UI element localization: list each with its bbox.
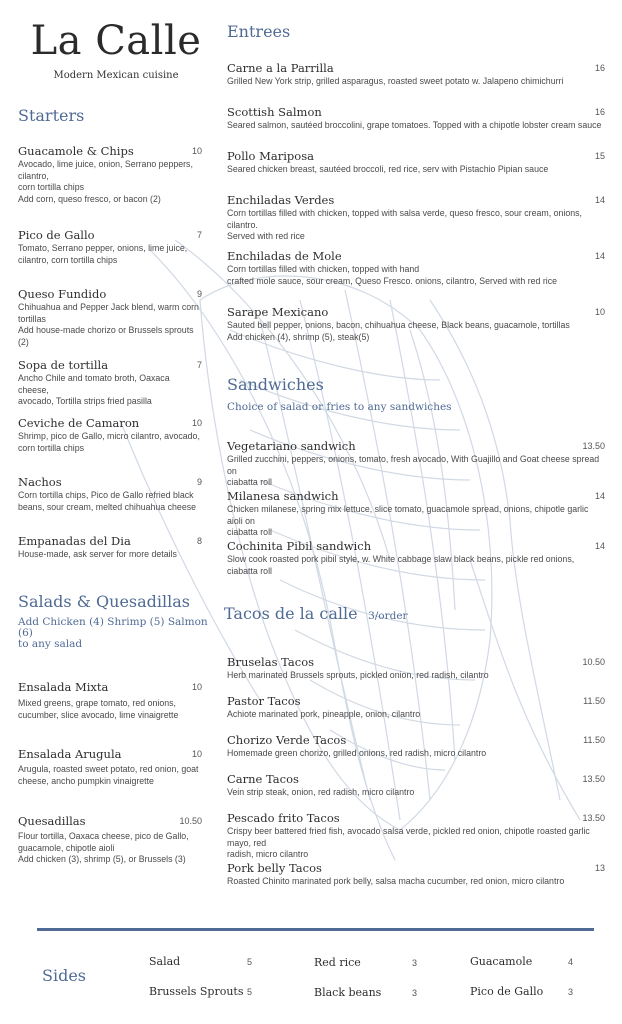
item-description: Corn tortilla chips, Pico de Gallo refried black beans, sour cream, melted chihuahua cheese bbox=[18, 490, 196, 512]
menu-item bbox=[227, 439, 605, 489]
side-price: 3 bbox=[412, 958, 418, 968]
item-price: 15 bbox=[594, 151, 605, 161]
item-price: 8 bbox=[196, 536, 202, 546]
item-name: Ensalada Mixta bbox=[18, 680, 109, 694]
tacos-heading-row bbox=[224, 604, 408, 624]
item-name: Pico de Gallo bbox=[18, 228, 95, 242]
item-name: Milanesa sandwich bbox=[227, 489, 339, 503]
item-name: Nachos bbox=[18, 475, 62, 489]
item-description: Ancho Chile and tomato broth, Oaxaca cheese, avocado, Tortilla strips fried pasilla bbox=[18, 373, 170, 406]
item-name: Enchiladas Verdes bbox=[227, 193, 335, 207]
menu-item bbox=[227, 193, 605, 243]
entrees-heading: Entrees bbox=[227, 22, 291, 41]
side-name: Brussels Sprouts bbox=[149, 985, 244, 998]
item-name: Scottish Salmon bbox=[227, 105, 322, 119]
item-name: Sarape Mexicano bbox=[227, 305, 329, 319]
menu-item bbox=[18, 287, 202, 348]
item-name: Sopa de tortilla bbox=[18, 358, 109, 372]
side-item bbox=[149, 985, 254, 998]
menu-item bbox=[227, 733, 605, 760]
item-description: Slow cook roasted pork pibil style, w. White cabbage slaw black beans, pickle red onions, ciabatta roll bbox=[227, 554, 575, 576]
restaurant-name: La Calle bbox=[30, 18, 202, 64]
side-price: 4 bbox=[568, 957, 574, 967]
item-price: 10 bbox=[191, 749, 202, 759]
item-price: 14 bbox=[594, 195, 605, 205]
menu-item bbox=[18, 534, 202, 561]
item-price: 14 bbox=[594, 251, 605, 261]
item-name: Enchiladas de Mole bbox=[227, 249, 342, 263]
menu-item bbox=[227, 772, 605, 799]
side-item bbox=[149, 955, 254, 968]
item-description: Grilled zucchini, peppers, onions, tomato, fresh avocado, With Guajillo and Goat cheese spread on ciabatta roll bbox=[227, 454, 600, 487]
item-description: Homemade green chorizo, grilled onions, red radish, micro cilantro bbox=[227, 748, 487, 758]
item-description: Tomato, Serrano pepper, onions, lime juice, cilantro, corn tortilla chips bbox=[18, 243, 188, 265]
item-price: 13.50 bbox=[582, 813, 605, 823]
menu-item bbox=[227, 305, 605, 343]
tacos-per-order-note: 3/order bbox=[368, 610, 408, 622]
item-price: 14 bbox=[594, 541, 605, 551]
item-price: 7 bbox=[196, 230, 202, 240]
item-description: Achiote marinated pork, pineapple, onion, cilantro bbox=[227, 709, 421, 719]
item-name: Empanadas del Dia bbox=[18, 534, 131, 548]
item-price: 10 bbox=[191, 682, 202, 692]
section-divider bbox=[37, 928, 594, 931]
side-name: Pico de Gallo bbox=[470, 985, 544, 998]
menu-item bbox=[18, 228, 202, 266]
item-name: Vegetariano sandwich bbox=[227, 439, 356, 453]
item-price: 16 bbox=[594, 63, 605, 73]
item-price: 13 bbox=[594, 863, 605, 873]
sides-heading: Sides bbox=[42, 966, 86, 985]
item-price: 7 bbox=[196, 360, 202, 370]
item-price: 14 bbox=[594, 491, 605, 501]
item-name: Bruselas Tacos bbox=[227, 655, 315, 669]
item-description: Corn tortillas filled with chicken, topped with salsa verde, queso fresco, sour cream, onions, cilantro. Served with red rice bbox=[227, 208, 582, 241]
item-name: Carne Tacos bbox=[227, 772, 299, 786]
item-price: 11.50 bbox=[583, 735, 605, 745]
item-name: Pollo Mariposa bbox=[227, 149, 314, 163]
item-name: Pastor Tacos bbox=[227, 694, 301, 708]
side-item bbox=[314, 956, 419, 969]
menu-item bbox=[227, 249, 605, 287]
side-item bbox=[314, 986, 419, 999]
item-description: Shrimp, pico de Gallo, micro cilantro, avocado, corn tortilla chips bbox=[18, 431, 200, 453]
item-name: Cochinita Pibil sandwich bbox=[227, 539, 372, 553]
item-description: Seared salmon, sautéed broccolini, grape tomatoes. Topped with a chipotle lobster cream sauce bbox=[227, 120, 602, 130]
menu-item bbox=[18, 747, 202, 787]
item-description: Herb marinated Brussels sprouts, pickled onion, red radish, cilantro bbox=[227, 670, 489, 680]
sandwiches-heading: Sandwiches bbox=[227, 375, 324, 394]
item-description: Sauted bell pepper, onions, bacon, chihuahua cheese, Black beans, guacamole, tortillas Add chicken (4), shrimp (5), steak(5) bbox=[227, 320, 570, 342]
starters-heading: Starters bbox=[18, 106, 85, 125]
menu-item bbox=[18, 144, 202, 205]
item-name: Ensalada Arugula bbox=[18, 747, 122, 761]
menu-item bbox=[227, 694, 605, 721]
side-price: 3 bbox=[568, 987, 574, 997]
side-name: Red rice bbox=[314, 956, 361, 969]
menu-item bbox=[227, 61, 605, 88]
item-price: 13.50 bbox=[582, 774, 605, 784]
salads-addon-note: Add Chicken (4) Shrimp (5) Salmon (6) to any salad bbox=[18, 616, 208, 650]
menu-item bbox=[227, 489, 605, 539]
item-description: Vein strip steak, onion, red radish, micro cilantro bbox=[227, 787, 415, 797]
item-description: Grilled New York strip, grilled asparagus, roasted sweet potato w. Jalapeno chimichurri bbox=[227, 76, 564, 86]
item-price: 9 bbox=[196, 477, 202, 487]
side-name: Guacamole bbox=[470, 955, 533, 968]
menu-item bbox=[227, 811, 605, 861]
menu-item bbox=[227, 655, 605, 682]
item-name: Carne a la Parrilla bbox=[227, 61, 334, 75]
item-description: Roasted Chinito marinated pork belly, salsa macha cucumber, red onion, micro cilantro bbox=[227, 876, 565, 886]
item-price: 13.50 bbox=[582, 441, 605, 451]
item-name: Chorizo Verde Tacos bbox=[227, 733, 347, 747]
item-description: Crispy beer battered fried fish, avocado salsa verde, pickled red onion, chipotle roasted garlic mayo, red radish, micro cilantro bbox=[227, 826, 590, 859]
item-price: 10 bbox=[594, 307, 605, 317]
sandwiches-note: Choice of salad or fries to any sandwiches bbox=[227, 401, 452, 413]
item-price: 9 bbox=[196, 289, 202, 299]
item-name: Queso Fundido bbox=[18, 287, 107, 301]
item-description: House-made, ask server for more details bbox=[18, 549, 177, 559]
salads-heading: Salads & Quesadillas bbox=[18, 592, 191, 611]
menu-item bbox=[18, 814, 202, 866]
side-name: Salad bbox=[149, 955, 181, 968]
item-name: Ceviche de Camaron bbox=[18, 416, 140, 430]
item-price: 10 bbox=[191, 146, 202, 156]
item-price: 10.50 bbox=[582, 657, 605, 667]
item-name: Pescado frito Tacos bbox=[227, 811, 340, 825]
item-price: 11.50 bbox=[583, 696, 605, 706]
item-price: 10 bbox=[191, 418, 202, 428]
side-price: 5 bbox=[247, 987, 253, 997]
item-description: Corn tortillas filled with chicken, topped with hand crafted mole sauce, sour cream, Queso Fresco. onions, cilantro, Served with red rice bbox=[227, 264, 558, 286]
side-price: 3 bbox=[412, 988, 418, 998]
menu-item bbox=[18, 680, 202, 721]
item-name: Guacamole & Chips bbox=[18, 144, 134, 158]
item-name: Pork belly Tacos bbox=[227, 861, 322, 875]
menu-item bbox=[227, 149, 605, 176]
side-item bbox=[470, 985, 575, 998]
item-description: Chihuahua and Pepper Jack blend, warm corn tortillas Add house-made chorizo or Brussels sprouts (2) bbox=[18, 302, 199, 347]
item-description: Flour tortilla, Oaxaca cheese, pico de Gallo, guacamole, chipotle aioli Add chicken (3), shrimp (5), or Brussels (3) bbox=[18, 831, 189, 864]
side-item bbox=[470, 955, 575, 968]
restaurant-tagline: Modern Mexican cuisine bbox=[53, 70, 179, 81]
item-description: Mixed greens, grape tomato, red onions, cucumber, slice avocado, lime vinaigrette bbox=[18, 698, 179, 720]
menu-item bbox=[227, 105, 605, 132]
item-price: 16 bbox=[594, 107, 605, 117]
item-description: Seared chicken breast, sautéed broccoli, red rice, serv with Pistachio Pipian sauce bbox=[227, 164, 549, 174]
menu-item bbox=[18, 416, 202, 454]
side-price: 5 bbox=[247, 957, 253, 967]
side-name: Black beans bbox=[314, 986, 382, 999]
menu-item bbox=[227, 861, 605, 888]
item-description: Chicken milanese, spring mix lettuce, slice tomato, guacamole spread, onions, chipotle garlic aioli on ciabatta roll bbox=[227, 504, 589, 537]
menu-item bbox=[18, 358, 202, 408]
tacos-heading: Tacos de la calle bbox=[224, 604, 358, 623]
item-price: 10.50 bbox=[179, 816, 202, 826]
menu-item bbox=[227, 539, 605, 577]
item-name: Quesadillas bbox=[18, 814, 86, 828]
item-description: Arugula, roasted sweet potato, red onion, goat cheese, ancho pumpkin vinaigrette bbox=[18, 764, 199, 786]
menu-item bbox=[18, 475, 202, 513]
item-description: Avocado, lime juice, onion, Serrano peppers, cilantro, corn tortilla chips Add corn, queso fresco, or bacon (2) bbox=[18, 159, 193, 204]
